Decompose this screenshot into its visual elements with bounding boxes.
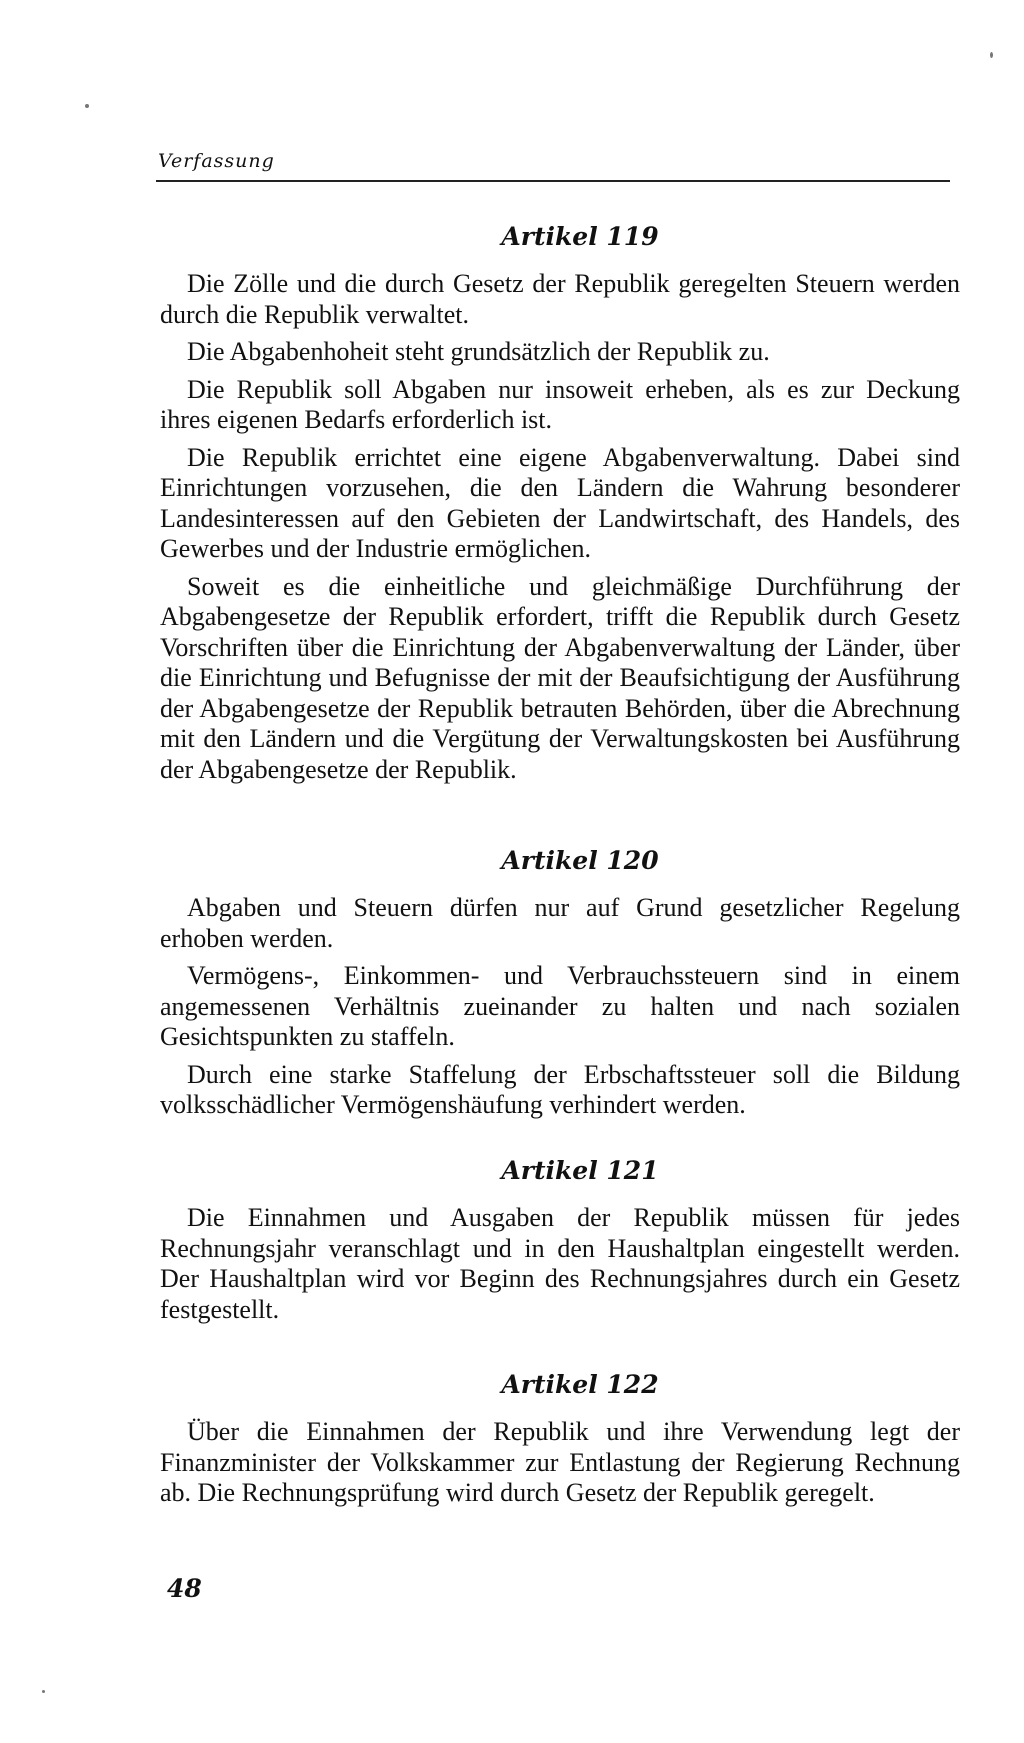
article-120 [160, 846, 960, 1128]
article-122 [160, 1370, 960, 1516]
paragraph: Abgaben und Steuern dürfen nur auf Grund gesetzlicher Regelung erhoben werden. [160, 893, 960, 953]
paragraph: Über die Einnahmen der Republik und ihre Verwendung legt der Finanzminister der Volkskammer zur Entlastung der Regierung Rechnung ab. Die Rechnungsprüfung wird durch Gesetz der Republik geregelt. [160, 1417, 960, 1507]
scan-speck [990, 52, 993, 58]
paragraph: Die Zölle und die durch Gesetz der Republik geregelten Steuern werden durch die Republik verwaltet. [160, 269, 960, 329]
paragraph: Soweit es die einheitliche und gleichmäßige Durchführung der Abgabengesetze der Republik erfordert, trifft die Republik durch Gesetz Vorschriften über die Einrichtung der Abgabenverwaltung der Länder, über die Einrichtung und Befugnisse der mit der Beaufsichtigung der Ausführung der Abgabengesetze der Republik betrauten Behörden, über die Abrechnung mit den Ländern und die Vergütung der Verwaltungskosten bei Ausführung der Abgabengesetze der Republik. [160, 571, 960, 784]
running-head: Verfassung [158, 150, 275, 172]
article-119 [160, 222, 960, 792]
article-title: Artikel 119 [501, 222, 659, 251]
page-number: 48 [167, 1574, 202, 1603]
article-121 [160, 1156, 960, 1332]
article-title: Artikel 121 [501, 1156, 659, 1185]
paragraph: Die Einnahmen und Ausgaben der Republik müssen für jedes Rechnungsjahr veranschlagt und in den Haushaltplan eingestellt werden. Der Haushaltplan wird vor Beginn des Rechnungsjahres durch ein Gesetz festgestellt. [160, 1203, 960, 1324]
paragraph: Die Republik errichtet eine eigene Abgabenverwaltung. Dabei sind Einrichtungen vorzusehen, die den Ländern die Wahrung besonderer Landesinteressen auf den Gebieten der Landwirtschaft, des Handels, des Gewerbes und der Industrie ermöglichen. [160, 442, 960, 563]
paragraph: Durch eine starke Staffelung der Erbschaftssteuer soll die Bildung volksschädlicher Vermögenshäufung verhindert werden. [160, 1059, 960, 1119]
article-title: Artikel 122 [501, 1370, 659, 1399]
paragraph: Die Republik soll Abgaben nur insoweit erheben, als es zur Deckung ihres eigenen Bedarfs erforderlich ist. [160, 374, 960, 434]
paragraph: Vermögens-, Einkommen- und Verbrauchssteuern sind in einem angemessenen Verhältnis zueinander zu halten und nach sozialen Gesichtspunkten zu staffeln. [160, 961, 960, 1051]
scan-speck [85, 104, 89, 108]
scan-speck [42, 1690, 45, 1693]
paragraph: Die Abgabenhoheit steht grundsätzlich der Republik zu. [187, 337, 770, 366]
header-rule [156, 180, 950, 182]
article-title: Artikel 120 [501, 846, 659, 875]
